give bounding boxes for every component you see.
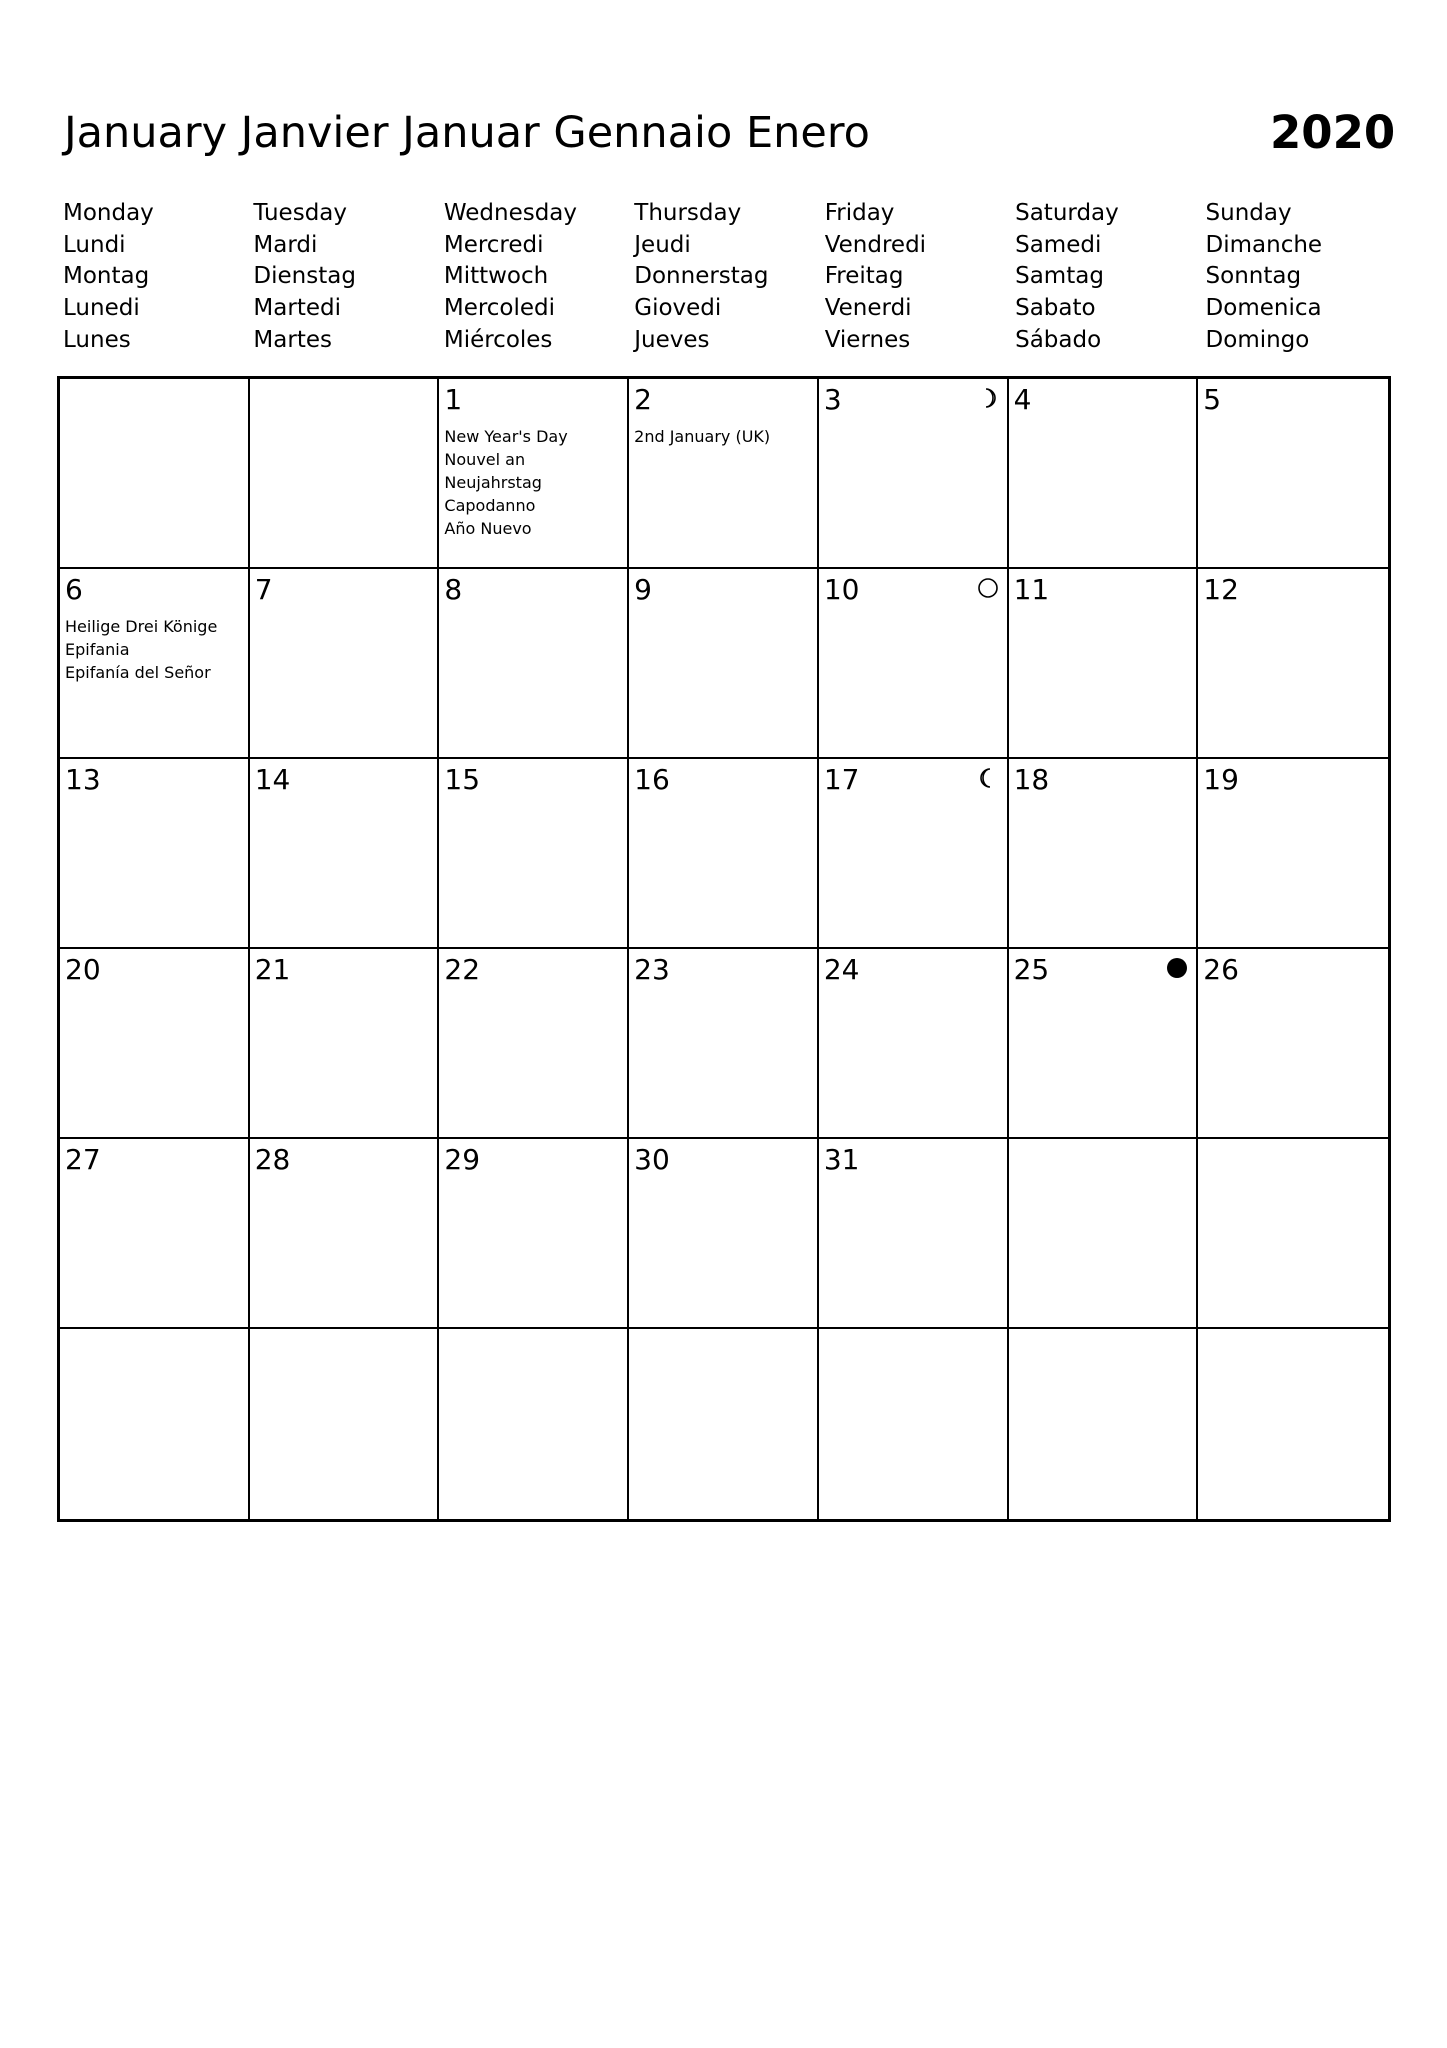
weekday-label: Sunday (1205, 200, 1292, 226)
day-number: 17 (823, 763, 860, 796)
weekday-label: Samtag (1015, 263, 1104, 290)
day-number: 5 (1203, 383, 1222, 416)
weekday-label: Saturday (1015, 200, 1119, 226)
weekday-label: Freitag (824, 263, 904, 290)
weekday-label: Lunes (63, 326, 131, 353)
day-number: 20 (65, 953, 101, 986)
day-number: 16 (634, 763, 670, 796)
calendar-grid (57, 376, 1391, 1522)
day-number: 2 (634, 383, 652, 416)
day-number: 12 (1203, 573, 1239, 606)
last-quarter-moon-icon (977, 767, 999, 789)
weekday-label: Lunedi (63, 295, 140, 322)
weekday-column (629, 198, 819, 358)
day-number: 27 (65, 1143, 101, 1176)
weekday-label: Viernes (824, 326, 911, 353)
weekday-label: Domingo (1205, 326, 1310, 353)
day-number: 6 (65, 573, 83, 606)
holiday-list (444, 425, 567, 540)
empty-day-cell (60, 379, 250, 569)
weekday-label: Mercoledi (443, 295, 556, 322)
day-cell (1009, 379, 1199, 569)
weekday-label: Dimanche (1205, 231, 1323, 258)
weekday-label: Venerdi (824, 295, 912, 322)
day-number: 25 (1013, 953, 1050, 986)
day-cell (250, 759, 440, 949)
holiday-list (634, 425, 770, 448)
day-number: 24 (823, 953, 860, 986)
day-cell (819, 1139, 1009, 1329)
weekday-label: Martedi (253, 295, 341, 322)
weekday-label: Mercredi (443, 231, 544, 258)
weekday-label: Samedi (1015, 231, 1102, 258)
new-moon-icon (1166, 957, 1188, 979)
weekday-label: Friday (824, 200, 895, 226)
day-number: 19 (1203, 763, 1239, 796)
weekday-label: Montag (63, 263, 150, 290)
full-moon-icon (977, 577, 999, 599)
weekday-label: Sonntag (1205, 263, 1302, 290)
holiday-label: Capodanno (444, 496, 536, 515)
day-cell (1009, 759, 1199, 949)
day-cell (819, 949, 1009, 1139)
weekday-label: Monday (63, 200, 154, 226)
day-cell (629, 759, 819, 949)
day-number: 4 (1013, 383, 1032, 416)
empty-day-cell (60, 1329, 250, 1519)
weekday-column (248, 198, 438, 358)
empty-day-cell (250, 1329, 440, 1519)
weekday-label: Miércoles (443, 326, 553, 353)
day-cell (819, 379, 1009, 569)
day-number: 18 (1013, 763, 1050, 796)
month-title: January Janvier Januar Gennaio Enero (64, 108, 870, 158)
day-cell (1198, 759, 1388, 949)
day-number: 9 (634, 573, 652, 606)
day-cell (60, 759, 250, 949)
weekday-column (1010, 198, 1200, 358)
day-number: 22 (444, 953, 481, 986)
weekday-label: Martes (253, 326, 332, 353)
day-cell (439, 949, 629, 1139)
weekday-label: Lundi (63, 231, 126, 258)
weekday-label: Mardi (253, 231, 318, 258)
first-quarter-moon-icon (977, 387, 999, 409)
year-label: 2020 (1270, 106, 1396, 159)
day-number: 30 (634, 1143, 670, 1176)
weekday-column (58, 198, 248, 358)
day-cell (60, 949, 250, 1139)
weekday-label: Giovedi (634, 295, 722, 322)
empty-day-cell (819, 1329, 1009, 1519)
holiday-label: Año Nuevo (444, 519, 532, 538)
day-cell (439, 1139, 629, 1329)
empty-day-cell (1009, 1139, 1199, 1329)
holiday-label: Neujahrstag (444, 473, 542, 492)
holiday-label: Heilige Drei Könige (65, 617, 218, 636)
day-cell (1198, 379, 1388, 569)
day-cell (250, 1139, 440, 1329)
weekday-label: Sábado (1015, 326, 1102, 353)
weekday-label: Sabato (1015, 295, 1096, 322)
empty-day-cell (629, 1329, 819, 1519)
day-cell (250, 569, 440, 759)
day-cell (1009, 569, 1199, 759)
weekday-label: Domenica (1205, 295, 1322, 322)
day-cell (819, 759, 1009, 949)
weekday-label: Mittwoch (443, 263, 549, 290)
empty-day-cell (1198, 1139, 1388, 1329)
day-cell (60, 569, 250, 759)
day-cell (1198, 949, 1388, 1139)
day-number: 23 (634, 953, 670, 986)
day-cell (439, 569, 629, 759)
day-cell (439, 759, 629, 949)
weekday-column (1201, 198, 1391, 358)
holiday-label: Nouvel an (444, 450, 526, 469)
day-cell (629, 379, 819, 569)
weekday-column (820, 198, 1010, 358)
day-cell (629, 1139, 819, 1329)
day-cell (819, 569, 1009, 759)
day-number: 10 (823, 573, 860, 606)
day-cell (250, 949, 440, 1139)
holiday-label: 2nd January (UK) (634, 427, 771, 446)
weekday-label: Tuesday (253, 200, 347, 226)
holiday-label: Epifanía del Señor (65, 663, 211, 682)
weekday-label: Dienstag (253, 263, 356, 290)
weekday-label: Donnerstag (634, 263, 769, 290)
day-number: 29 (444, 1143, 481, 1176)
day-number: 3 (823, 383, 842, 416)
empty-day-cell (1198, 1329, 1388, 1519)
empty-day-cell (439, 1329, 629, 1519)
day-number: 15 (444, 763, 481, 796)
weekday-label: Thursday (634, 200, 742, 226)
holiday-label: New Year's Day (444, 427, 568, 446)
day-number: 14 (254, 763, 291, 796)
weekday-label: Jeudi (634, 231, 691, 258)
day-number: 31 (823, 1143, 860, 1176)
day-cell (1009, 949, 1199, 1139)
day-cell (629, 949, 819, 1139)
day-cell (439, 379, 629, 569)
day-cell (60, 1139, 250, 1329)
day-number: 8 (444, 573, 463, 606)
holiday-label: Epifania (65, 640, 130, 659)
weekday-label: Wednesday (443, 200, 578, 226)
weekday-label: Vendredi (824, 231, 927, 258)
day-number: 21 (254, 953, 291, 986)
day-cell (629, 569, 819, 759)
day-number: 13 (65, 763, 101, 796)
weekday-label: Jueves (634, 326, 710, 353)
day-number: 7 (254, 573, 273, 606)
day-number: 1 (444, 383, 463, 416)
day-number: 28 (254, 1143, 291, 1176)
day-number: 11 (1013, 573, 1050, 606)
empty-day-cell (1009, 1329, 1199, 1519)
holiday-list (65, 615, 217, 684)
day-number: 26 (1203, 953, 1239, 986)
empty-day-cell (250, 379, 440, 569)
day-cell (1198, 569, 1388, 759)
weekday-column (439, 198, 629, 358)
weekday-header-row (58, 198, 1390, 358)
